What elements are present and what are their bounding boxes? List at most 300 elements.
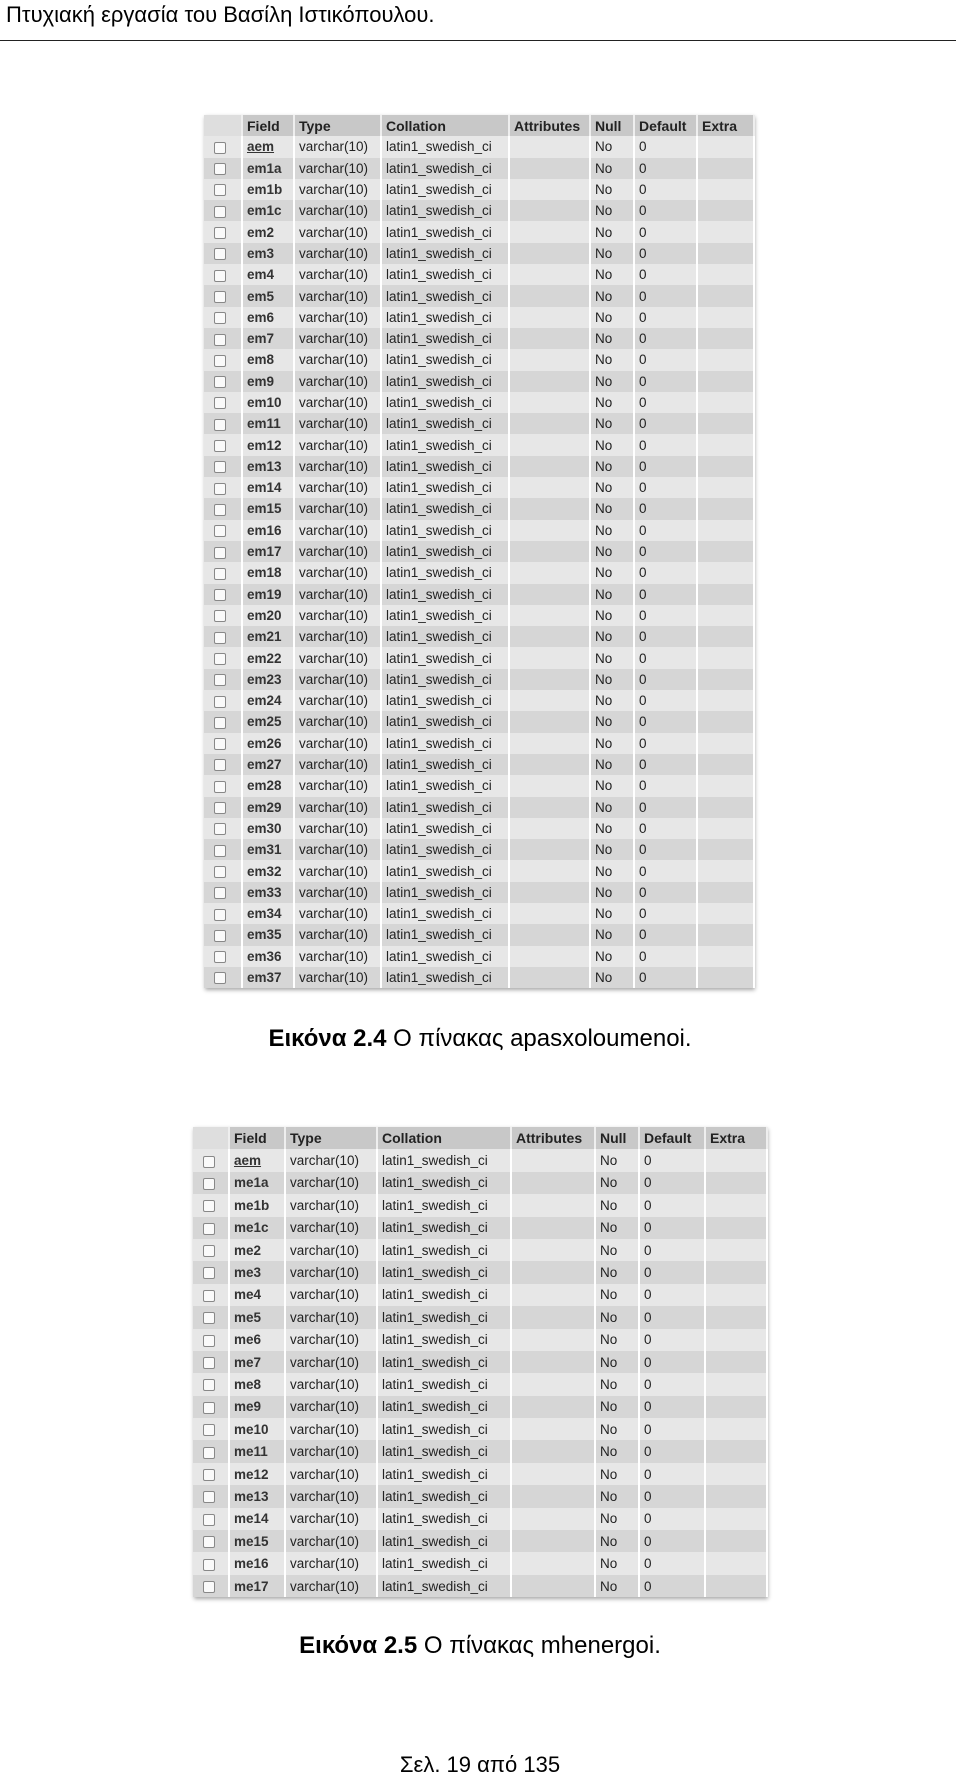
row-checkbox[interactable] [214, 312, 226, 324]
row-select-cell [193, 1329, 229, 1351]
cell-type: varchar(10) [294, 498, 381, 519]
page-number: Σελ. 19 από 135 [399, 1752, 561, 1777]
row-select-cell [204, 434, 242, 455]
caption-label: Εικόνα 2.4 [268, 1025, 387, 1052]
row-select-cell [204, 136, 242, 157]
cell-type: varchar(10) [285, 1396, 377, 1418]
cell-field: me16 [229, 1552, 285, 1574]
cell-type: varchar(10) [294, 626, 381, 647]
cell-field: em6 [242, 307, 294, 328]
row-select-cell [204, 754, 242, 775]
table-row [193, 1149, 767, 1171]
row-select-cell [193, 1575, 229, 1597]
cell-extra [697, 882, 754, 903]
row-select-cell [204, 158, 242, 179]
cell-extra [697, 264, 754, 285]
row-checkbox[interactable] [203, 1536, 215, 1548]
row-checkbox[interactable] [214, 504, 226, 516]
row-checkbox[interactable] [214, 419, 226, 431]
cell-attributes [509, 946, 590, 967]
cell-type: varchar(10) [294, 200, 381, 221]
cell-field: em22 [242, 647, 294, 668]
cell-default: 0 [639, 1552, 705, 1574]
table-row [204, 669, 754, 690]
cell-field: em11 [242, 413, 294, 434]
cell-collation: latin1_swedish_ci [377, 1172, 511, 1194]
cell-default: 0 [634, 860, 697, 881]
row-checkbox[interactable] [214, 972, 226, 984]
cell-extra [697, 179, 754, 200]
cell-attributes [511, 1261, 595, 1283]
cell-type: varchar(10) [294, 285, 381, 306]
cell-attributes [509, 456, 590, 477]
row-select-cell [204, 456, 242, 477]
row-checkbox[interactable] [214, 547, 226, 559]
cell-type: varchar(10) [285, 1284, 377, 1306]
row-checkbox[interactable] [203, 1469, 215, 1481]
cell-field: em18 [242, 562, 294, 583]
cell-collation: latin1_swedish_ci [377, 1485, 511, 1507]
row-checkbox[interactable] [203, 1312, 215, 1324]
cell-attributes [511, 1440, 595, 1462]
cell-field: em15 [242, 498, 294, 519]
row-checkbox[interactable] [214, 653, 226, 665]
cell-default: 0 [639, 1485, 705, 1507]
cell-default: 0 [639, 1239, 705, 1261]
caption-text: Ο πίνακας apasxoloumenoi. [386, 1025, 692, 1052]
cell-default: 0 [634, 243, 697, 264]
cell-null: No [590, 434, 634, 455]
cell-attributes [509, 392, 590, 413]
row-checkbox[interactable] [203, 1379, 215, 1391]
table-row [193, 1530, 767, 1552]
cell-collation: latin1_swedish_ci [381, 690, 509, 711]
caption-text: Ο πίνακας mhenergoi. [417, 1632, 661, 1659]
cell-type: varchar(10) [294, 690, 381, 711]
cell-null: No [590, 647, 634, 668]
row-select-cell [204, 839, 242, 860]
cell-field: em24 [242, 690, 294, 711]
cell-field: me10 [229, 1418, 285, 1440]
cell-extra [705, 1552, 767, 1574]
row-checkbox[interactable] [214, 184, 226, 196]
table-row [193, 1261, 767, 1283]
cell-field: me1a [229, 1172, 285, 1194]
cell-collation: latin1_swedish_ci [381, 818, 509, 839]
cell-field: em1a [242, 158, 294, 179]
cell-null: No [590, 221, 634, 242]
row-checkbox[interactable] [214, 951, 226, 963]
cell-extra [705, 1373, 767, 1395]
header-row [193, 1127, 767, 1149]
cell-collation: latin1_swedish_ci [381, 158, 509, 179]
row-select-cell [204, 924, 242, 945]
header-divider [0, 40, 956, 41]
cell-extra [697, 733, 754, 754]
cell-collation: latin1_swedish_ci [377, 1351, 511, 1373]
cell-extra [697, 839, 754, 860]
row-checkbox[interactable] [214, 483, 226, 495]
cell-extra [705, 1485, 767, 1507]
cell-collation: latin1_swedish_ci [377, 1508, 511, 1530]
cell-type: varchar(10) [294, 711, 381, 732]
cell-default: 0 [634, 498, 697, 519]
cell-extra [705, 1575, 767, 1597]
cell-field: me4 [229, 1284, 285, 1306]
cell-field: me13 [229, 1485, 285, 1507]
cell-field: me17 [229, 1575, 285, 1597]
row-select-cell [204, 562, 242, 583]
cell-collation: latin1_swedish_ci [381, 349, 509, 370]
cell-field: em2 [242, 221, 294, 242]
cell-field: em5 [242, 285, 294, 306]
row-select-cell [204, 328, 242, 349]
cell-field: em21 [242, 626, 294, 647]
table-row [204, 477, 754, 498]
table-row [204, 946, 754, 967]
cell-field: em10 [242, 392, 294, 413]
row-select-cell [204, 243, 242, 264]
cell-collation: latin1_swedish_ci [381, 285, 509, 306]
cell-extra [697, 690, 754, 711]
cell-extra [697, 498, 754, 519]
column-header-field: Field [229, 1127, 285, 1149]
cell-default: 0 [634, 754, 697, 775]
cell-default: 0 [639, 1373, 705, 1395]
row-checkbox[interactable] [203, 1335, 215, 1347]
row-select-cell [204, 371, 242, 392]
table-row [204, 924, 754, 945]
row-checkbox[interactable] [203, 1245, 215, 1257]
table-row [193, 1329, 767, 1351]
cell-type: varchar(10) [294, 903, 381, 924]
row-checkbox[interactable] [214, 461, 226, 473]
row-checkbox[interactable] [214, 334, 226, 346]
row-checkbox[interactable] [214, 887, 226, 899]
row-select-cell [204, 520, 242, 541]
cell-attributes [511, 1239, 595, 1261]
cell-default: 0 [634, 264, 697, 285]
cell-field: aem [229, 1149, 285, 1171]
row-checkbox[interactable] [214, 738, 226, 750]
row-select-cell [193, 1418, 229, 1440]
cell-extra [697, 775, 754, 796]
table-row [204, 392, 754, 413]
table-row [204, 903, 754, 924]
row-checkbox[interactable] [214, 802, 226, 814]
cell-collation: latin1_swedish_ci [381, 584, 509, 605]
cell-null: No [595, 1351, 639, 1373]
cell-default: 0 [639, 1575, 705, 1597]
cell-default: 0 [639, 1418, 705, 1440]
cell-extra [697, 413, 754, 434]
cell-collation: latin1_swedish_ci [381, 221, 509, 242]
row-checkbox[interactable] [203, 1267, 215, 1279]
cell-default: 0 [634, 818, 697, 839]
row-checkbox[interactable] [214, 291, 226, 303]
cell-null: No [595, 1329, 639, 1351]
cell-collation: latin1_swedish_ci [381, 647, 509, 668]
cell-collation: latin1_swedish_ci [377, 1418, 511, 1440]
cell-null: No [590, 584, 634, 605]
cell-extra [697, 967, 754, 988]
cell-extra [705, 1261, 767, 1283]
row-checkbox[interactable] [203, 1156, 215, 1168]
table-row [204, 626, 754, 647]
row-checkbox[interactable] [203, 1357, 215, 1369]
cell-extra [705, 1239, 767, 1261]
column-header-type: Type [285, 1127, 377, 1149]
row-select-cell [204, 946, 242, 967]
row-checkbox[interactable] [214, 759, 226, 771]
row-checkbox[interactable] [214, 781, 226, 793]
cell-type: varchar(10) [285, 1440, 377, 1462]
cell-null: No [590, 243, 634, 264]
cell-null: No [590, 264, 634, 285]
row-checkbox[interactable] [214, 206, 226, 218]
cell-type: varchar(10) [294, 392, 381, 413]
cell-collation: latin1_swedish_ci [381, 413, 509, 434]
row-checkbox[interactable] [214, 163, 226, 175]
row-checkbox[interactable] [214, 930, 226, 942]
row-select-cell [204, 584, 242, 605]
row-select-cell [204, 307, 242, 328]
cell-type: varchar(10) [285, 1149, 377, 1171]
cell-default: 0 [634, 477, 697, 498]
cell-default: 0 [634, 136, 697, 157]
cell-null: No [590, 392, 634, 413]
table-row [204, 839, 754, 860]
cell-type: varchar(10) [285, 1217, 377, 1239]
checkbox-column-header [193, 1127, 229, 1149]
row-checkbox[interactable] [214, 632, 226, 644]
cell-type: varchar(10) [294, 413, 381, 434]
cell-attributes [511, 1552, 595, 1574]
cell-extra [697, 307, 754, 328]
row-checkbox[interactable] [203, 1447, 215, 1459]
row-select-cell [204, 541, 242, 562]
row-checkbox[interactable] [203, 1424, 215, 1436]
row-checkbox[interactable] [203, 1402, 215, 1414]
row-checkbox[interactable] [214, 248, 226, 260]
row-checkbox[interactable] [214, 823, 226, 835]
row-checkbox[interactable] [203, 1514, 215, 1526]
row-select-cell [193, 1440, 229, 1462]
row-checkbox[interactable] [214, 142, 226, 154]
cell-attributes [509, 626, 590, 647]
table-row [204, 307, 754, 328]
row-checkbox[interactable] [203, 1178, 215, 1190]
cell-default: 0 [634, 520, 697, 541]
row-checkbox[interactable] [214, 568, 226, 580]
cell-null: No [595, 1485, 639, 1507]
cell-field: em3 [242, 243, 294, 264]
cell-default: 0 [634, 413, 697, 434]
cell-extra [697, 924, 754, 945]
cell-type: varchar(10) [294, 136, 381, 157]
cell-null: No [590, 158, 634, 179]
cell-field: me5 [229, 1306, 285, 1328]
cell-attributes [509, 775, 590, 796]
cell-attributes [509, 711, 590, 732]
table-row [204, 541, 754, 562]
table-row [193, 1463, 767, 1485]
row-select-cell [204, 733, 242, 754]
row-select-cell [204, 605, 242, 626]
table-row [204, 882, 754, 903]
cell-extra [705, 1194, 767, 1216]
cell-collation: latin1_swedish_ci [381, 839, 509, 860]
cell-null: No [590, 669, 634, 690]
cell-null: No [595, 1373, 639, 1395]
cell-field: em4 [242, 264, 294, 285]
row-checkbox[interactable] [214, 845, 226, 857]
cell-collation: latin1_swedish_ci [381, 860, 509, 881]
cell-extra [697, 903, 754, 924]
row-select-cell [204, 797, 242, 818]
cell-default: 0 [634, 775, 697, 796]
table-row [204, 605, 754, 626]
cell-attributes [511, 1149, 595, 1171]
cell-attributes [511, 1530, 595, 1552]
cell-type: varchar(10) [285, 1172, 377, 1194]
cell-extra [697, 456, 754, 477]
cell-type: varchar(10) [294, 924, 381, 945]
cell-type: varchar(10) [285, 1508, 377, 1530]
row-select-cell [193, 1284, 229, 1306]
cell-type: varchar(10) [285, 1463, 377, 1485]
table-row [204, 243, 754, 264]
row-checkbox[interactable] [203, 1223, 215, 1235]
cell-null: No [595, 1396, 639, 1418]
cell-field: em1c [242, 200, 294, 221]
column-header-default: Default [634, 115, 697, 136]
cell-attributes [509, 307, 590, 328]
row-checkbox[interactable] [203, 1200, 215, 1212]
cell-collation: latin1_swedish_ci [381, 456, 509, 477]
cell-attributes [509, 882, 590, 903]
cell-null: No [595, 1508, 639, 1530]
cell-field: me6 [229, 1329, 285, 1351]
cell-field: em27 [242, 754, 294, 775]
row-checkbox[interactable] [214, 525, 226, 537]
row-select-cell [193, 1552, 229, 1574]
cell-extra [697, 520, 754, 541]
cell-type: varchar(10) [285, 1351, 377, 1373]
figure-apasxoloumenoi-table [204, 115, 754, 988]
cell-type: varchar(10) [294, 860, 381, 881]
cell-null: No [590, 839, 634, 860]
cell-default: 0 [639, 1530, 705, 1552]
row-checkbox[interactable] [203, 1491, 215, 1503]
cell-type: varchar(10) [285, 1552, 377, 1574]
cell-extra [697, 434, 754, 455]
cell-field: me9 [229, 1396, 285, 1418]
column-header-field: Field [242, 115, 294, 136]
cell-type: varchar(10) [294, 797, 381, 818]
row-checkbox[interactable] [214, 909, 226, 921]
row-checkbox[interactable] [214, 397, 226, 409]
cell-default: 0 [634, 839, 697, 860]
cell-default: 0 [634, 690, 697, 711]
row-checkbox[interactable] [214, 696, 226, 708]
cell-type: varchar(10) [294, 882, 381, 903]
table-row [204, 328, 754, 349]
cell-null: No [590, 754, 634, 775]
cell-collation: latin1_swedish_ci [381, 307, 509, 328]
cell-type: varchar(10) [294, 477, 381, 498]
cell-attributes [509, 754, 590, 775]
cell-attributes [511, 1575, 595, 1597]
cell-attributes [509, 328, 590, 349]
row-checkbox[interactable] [214, 376, 226, 388]
cell-collation: latin1_swedish_ci [381, 477, 509, 498]
cell-extra [697, 946, 754, 967]
cell-collation: latin1_swedish_ci [381, 882, 509, 903]
cell-field: em26 [242, 733, 294, 754]
row-checkbox[interactable] [203, 1581, 215, 1593]
cell-null: No [595, 1418, 639, 1440]
cell-collation: latin1_swedish_ci [381, 967, 509, 988]
row-checkbox[interactable] [214, 589, 226, 601]
cell-type: varchar(10) [285, 1329, 377, 1351]
cell-default: 0 [634, 669, 697, 690]
cell-null: No [590, 349, 634, 370]
cell-collation: latin1_swedish_ci [381, 946, 509, 967]
cell-attributes [509, 179, 590, 200]
cell-extra [697, 392, 754, 413]
cell-type: varchar(10) [294, 541, 381, 562]
row-checkbox[interactable] [214, 440, 226, 452]
cell-type: varchar(10) [294, 456, 381, 477]
cell-field: em31 [242, 839, 294, 860]
cell-null: No [590, 498, 634, 519]
cell-null: No [595, 1239, 639, 1261]
row-select-cell [204, 349, 242, 370]
row-select-cell [204, 647, 242, 668]
cell-attributes [509, 818, 590, 839]
cell-collation: latin1_swedish_ci [377, 1552, 511, 1574]
row-checkbox[interactable] [203, 1559, 215, 1571]
cell-field: em20 [242, 605, 294, 626]
cell-attributes [509, 541, 590, 562]
cell-collation: latin1_swedish_ci [381, 520, 509, 541]
cell-type: varchar(10) [285, 1261, 377, 1283]
row-checkbox[interactable] [214, 270, 226, 282]
cell-null: No [590, 413, 634, 434]
row-checkbox[interactable] [214, 674, 226, 686]
row-checkbox[interactable] [214, 866, 226, 878]
row-checkbox[interactable] [214, 355, 226, 367]
table-row [193, 1396, 767, 1418]
cell-field: me2 [229, 1239, 285, 1261]
row-checkbox[interactable] [214, 717, 226, 729]
checkbox-column-header [204, 115, 242, 136]
row-checkbox[interactable] [203, 1290, 215, 1302]
row-checkbox[interactable] [214, 227, 226, 239]
cell-attributes [509, 733, 590, 754]
column-header-attributes: Attributes [511, 1127, 595, 1149]
table-row [204, 413, 754, 434]
table-row [193, 1306, 767, 1328]
cell-field: em32 [242, 860, 294, 881]
cell-null: No [590, 179, 634, 200]
row-select-cell [204, 882, 242, 903]
cell-null: No [590, 882, 634, 903]
row-checkbox[interactable] [214, 610, 226, 622]
cell-type: varchar(10) [294, 221, 381, 242]
cell-collation: latin1_swedish_ci [381, 797, 509, 818]
